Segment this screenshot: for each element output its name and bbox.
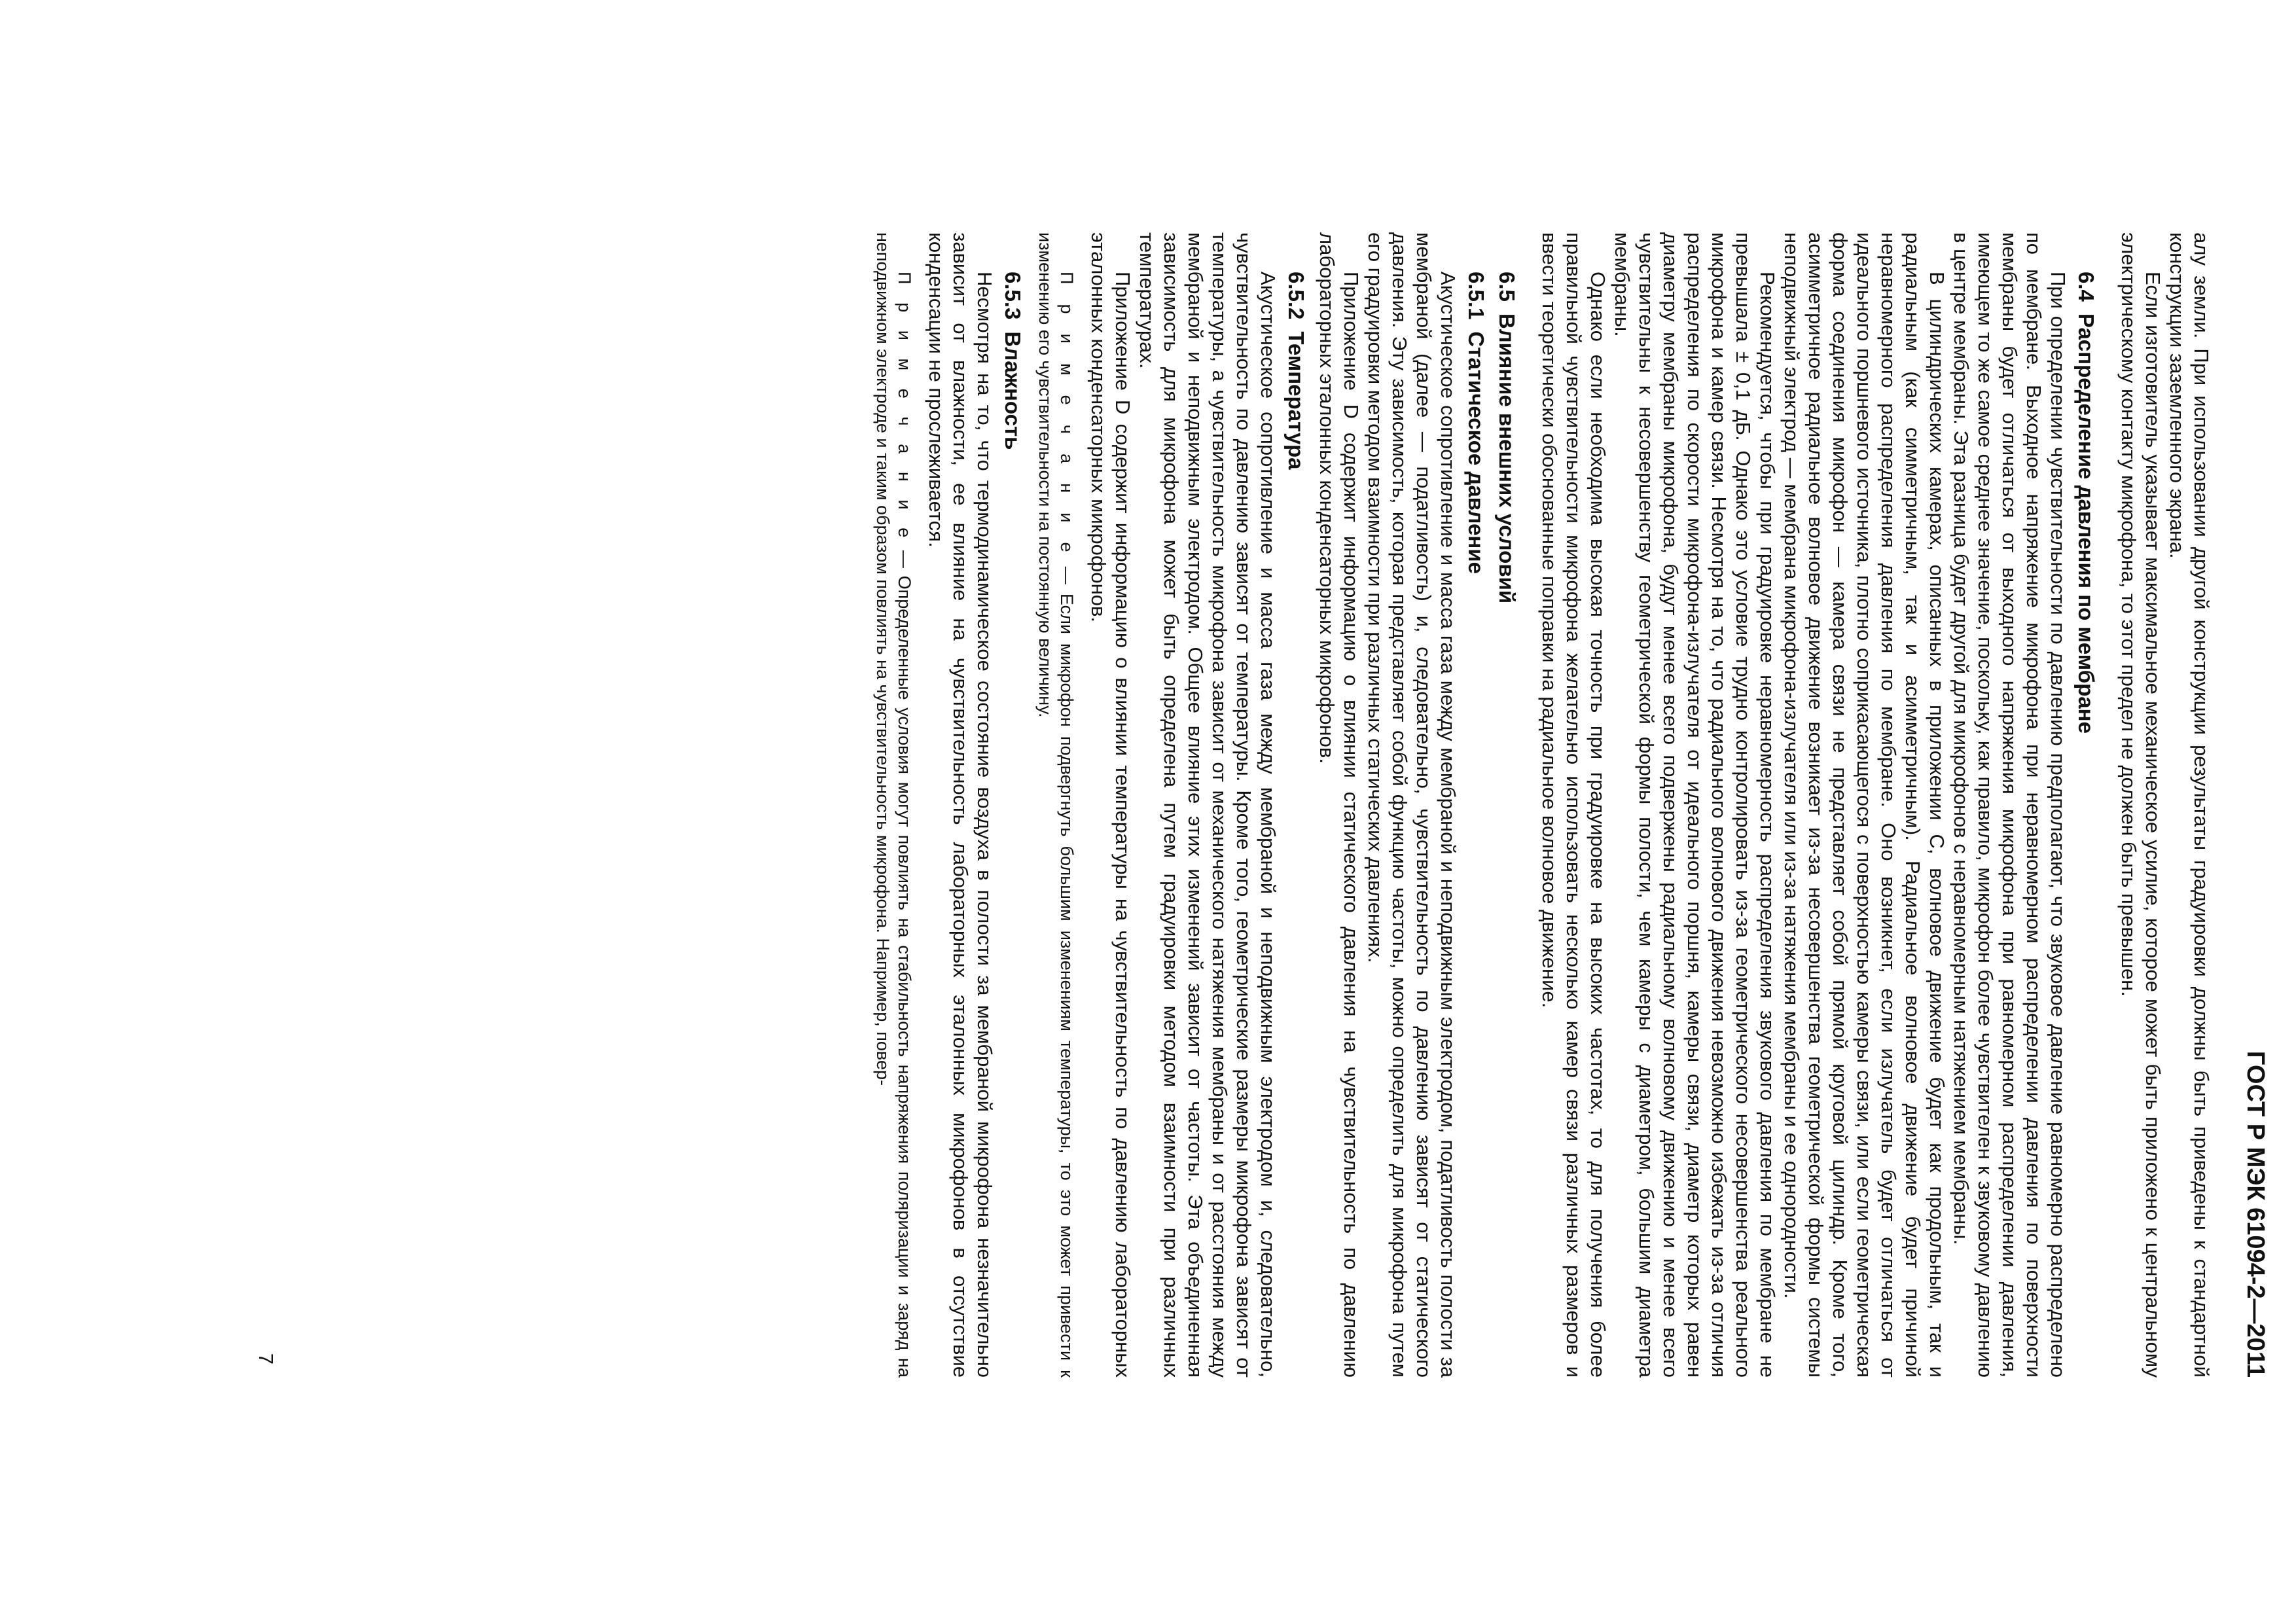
heading-6-5-3 xyxy=(1001,232,1025,1378)
paragraph-recommendation: Рекомендуется, чтобы при градуировке неравномерность распределения звукового давления по мембране не превышала ± 0,1 дБ. Однако это условие трудно контролировать из-за геометрического несовершенства реального микрофона и камер связи. Несмотря на то, что радиального волнового движения невозможно избежать из-за отличия распределения по скорости микрофона-излучателя от идеального поршня, камеры связи, диаметр которых равен диаметру мембраны микрофона, будут менее всего подвержены радиальному волновому движению и менее всего чувствительны к несовершенству геометрической формы полости, чем камеры с диаметром, большим диаметра мембраны. xyxy=(1611,232,1779,1378)
note-temperature xyxy=(1034,232,1077,1378)
note-text: — Если микрофон подвергнуть большим изменениям температуры, то это может привести к изменению его чувствительности на постоянную величину. xyxy=(1035,232,1077,1378)
paragraph-pressure-distribution: При определении чувствительности по давлению предполагают, что звуковое давление равномерно распределено по мембране. Выходное напряжение микрофона при неравномерном распределении давления по поверхности мембраны будет отличаться от выходного напряжения микрофона при равномерном распределении давления, имеющем то же самое среднее значение, поскольку, как правило, микрофон более чувствителен к звуковому давлению в центре мембраны. Эта разница будет другой для микрофонов с неравномерным натяжением мембраны. xyxy=(1950,232,2070,1378)
heading-6-5-1 xyxy=(1464,232,1488,1378)
paragraph-humidity: Несмотря на то, что термодинамическое состояние воздуха в полости за мембраной микрофона незначительно зависит от влажности, ее влияние на чувствительность лабораторных эталонных микрофонов в отсутствие конденсации не прослеживается. xyxy=(925,232,996,1378)
note-text: — Определенные условия могут повлиять на стабильность напряжения поляризации и заряд на неподвижном электроде и таким образом повлиять на чувствительность микрофона. Например, повер- xyxy=(873,232,914,1378)
paragraph-annex-d-temperature: Приложение D содержит информацию о влиянии температуры на чувствительность по давлению лабораторных эталонных конденсаторных микрофонов. xyxy=(1087,232,1134,1378)
heading-number: 6.5 xyxy=(1495,272,1519,302)
heading-title: Распределение давления по мембране xyxy=(2074,313,2098,734)
heading-number: 6.4 xyxy=(2074,272,2098,302)
paragraph-annex-d-pressure: Приложение D содержит информацию о влиянии статического давления на чувствительность по давлению лабораторных эталонных конденсаторных микрофонов. xyxy=(1316,232,1363,1378)
paragraph-high-frequency: Однако если необходима высокая точность при градуировке на высоких частотах, то для получения более правильной чувствительности микрофона желательно использовать несколько камер связи различных размеров и ввести теоретически обоснованные поправки на радиальное волновое движение. xyxy=(1538,232,1609,1378)
heading-6-5 xyxy=(1495,232,1519,1378)
heading-title: Влияние внешних условий xyxy=(1495,313,1519,604)
heading-title: Влажность xyxy=(1001,331,1025,450)
spacer xyxy=(1526,232,1537,1378)
heading-number: 6.5.2 xyxy=(1284,272,1308,320)
paragraph-temperature: Акустическое сопротивление и масса газа между мембраной и неподвижным электродом и, следовательно, чувствительность по давлению зависят от температуры. Кроме того, геометрические размеры микрофона зависят от температуры, а чувствительность микрофона зависит от механического натяжения мембраны и от расстояния между мембраной и неподвижным электродом. Общее влияние этих изменений зависит от частоты. Эта объединенная зависимость для микрофона может быть определена путем градуировки методом взаимности при различных температурах. xyxy=(1136,232,1280,1378)
note-polarization xyxy=(872,232,915,1378)
heading-title: Температура xyxy=(1284,331,1308,470)
standard-designation: ГОСТ Р МЭК 61094-2—2011 xyxy=(2242,1050,2269,1378)
paragraph-static-pressure: Акустическое сопротивление и масса газа между мембраной и неподвижным электродом, податливость полости за мембраной (далее — податливость) и, следовательно, чувствительность по давлению зависят от статического давления. Эту зависимость, которая представляет собой функцию частоты, можно определить для микрофона путем его градуировки методом взаимности при различных статических давлениях. xyxy=(1364,232,1460,1378)
heading-6-5-2 xyxy=(1284,232,1308,1378)
paragraph-cylindrical-couplers: В цилиндрических камерах, описанных в приложении С, волновое движение будет как продольным, так и радиальным (как симметричным, так и асимметричным). Радиальное волновое движение будет причиной неравномерного распределения давления по мембране. Оно возникнет, если излучатель будет отличаться от идеального поршневого источника, плотно соприкасающегося с поверхностью камеры связи, или если геометрическая форма соединения микрофон — камера связи не представляет собой прямой круговой цилиндр. Кроме того, асимметричное радиальное волновое движение возникает из-за несовершенства геометрической формы системы неподвижный электрод — мембрана микрофона-излучателя или из-за натяжения мембраны и ее однородности. xyxy=(1780,232,1948,1378)
heading-number: 6.5.3 xyxy=(1001,272,1025,320)
heading-6-4 xyxy=(2074,232,2098,1378)
note-label: П р и м е ч а н и е xyxy=(1057,272,1077,558)
paragraph-contact-force: Если изготовитель указывает максимальное механическое усилие, которое может быть приложено к центральному электрическому контакту микрофона, то этот предел не должен быть превышен. xyxy=(2117,232,2164,1378)
note-label: П р и м е ч а н и е xyxy=(895,272,914,543)
heading-number: 6.5.1 xyxy=(1464,272,1488,320)
page-number: 7 xyxy=(255,1353,278,1364)
spacer xyxy=(2105,232,2117,1378)
paragraph-grounding: алу земли. При использовании другой конструкции результаты градуировки должны быть приведены к стандартной конструкции заземленного экрана. xyxy=(2166,232,2213,1378)
page-content xyxy=(254,232,2270,1378)
heading-title: Статическое давление xyxy=(1464,331,1488,574)
